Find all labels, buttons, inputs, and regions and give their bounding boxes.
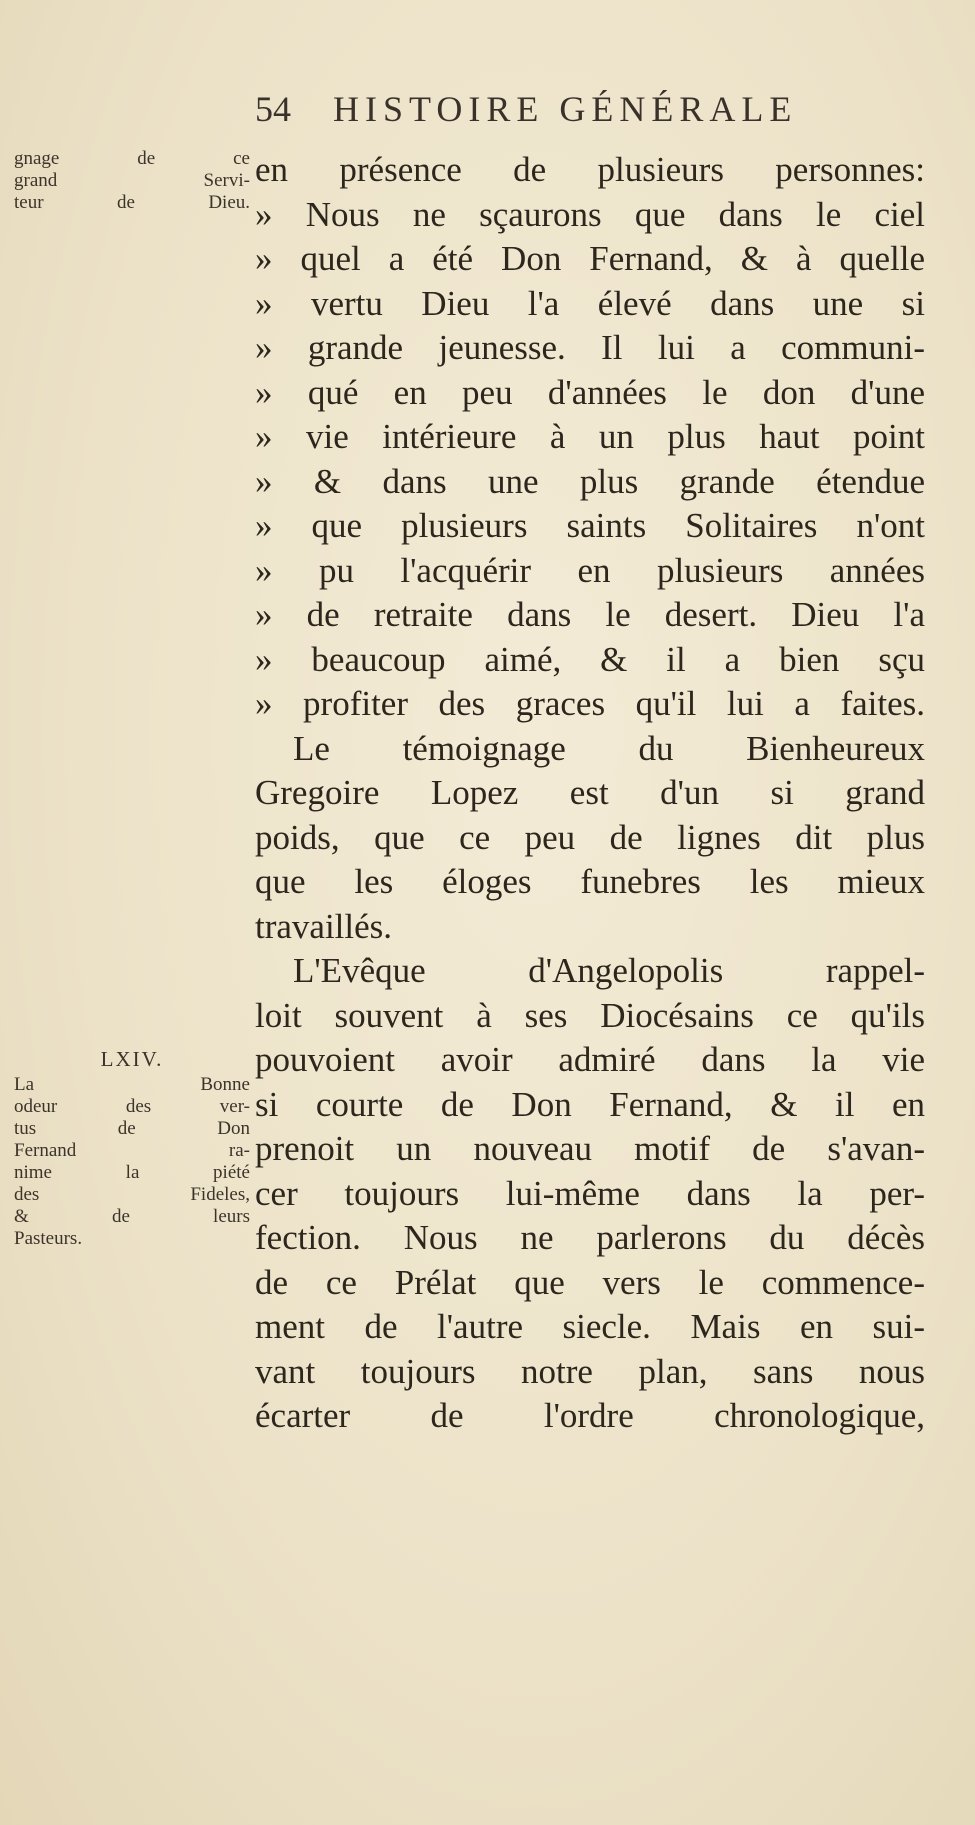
text-line: Gregoire Lopez est d'un si grand <box>255 773 925 812</box>
text-line: » de retraite dans le desert. Dieu l'a <box>255 595 925 634</box>
text-line: prenoit un nouveau motif de s'avan- <box>255 1129 925 1168</box>
margin-note-line: & de leurs <box>14 1206 250 1227</box>
margin-note-line: Pasteurs. <box>14 1228 83 1249</box>
text-line: » pu l'acquérir en plusieurs années <box>255 550 925 590</box>
text-line: cer toujours lui-même dans la per- <box>255 1173 925 1213</box>
text-line: loit souvent à ses Diocésains ce qu'ils <box>255 995 925 1035</box>
body-text <box>255 148 925 1439</box>
text-line: de ce Prélat que vers le commence- <box>255 1262 925 1302</box>
text-line: fection. Nous ne parlerons du décès <box>255 1218 925 1257</box>
margin-note-bottom <box>14 1048 250 1250</box>
margin-note-line: grand Servi- <box>14 170 250 191</box>
text-line: écarter de l'ordre chronologique, <box>255 1396 925 1435</box>
margin-note-line: teur de Dieu. <box>14 192 250 213</box>
running-header <box>255 88 895 138</box>
text-line: ment de l'autre siecle. Mais en sui- <box>255 1307 925 1346</box>
margin-note-line: tus de Don <box>14 1118 250 1139</box>
text-line: » & dans une plus grande étendue <box>255 461 925 501</box>
text-line: poids, que ce peu de lignes dit plus <box>255 817 925 857</box>
text-line: L'Evêque d'Angelopolis rappel- <box>293 951 925 990</box>
text-line: » vertu Dieu l'a élevé dans une si <box>255 283 925 323</box>
page-number: 54 <box>255 89 291 129</box>
margin-note-top <box>14 148 250 214</box>
margin-note-line: odeur des ver- <box>14 1096 250 1117</box>
margin-note-line: La Bonne <box>14 1074 250 1095</box>
text-line: » Nous ne sçaurons que dans le ciel <box>255 194 925 234</box>
text-line: vant toujours notre plan, sans nous <box>255 1351 925 1391</box>
text-line: travaillés. <box>255 906 393 946</box>
text-line: » vie intérieure à un plus haut point <box>255 417 925 456</box>
text-line: » profiter des graces qu'il lui a faites. <box>255 684 925 723</box>
section-number: LXIV. <box>100 1047 164 1071</box>
text-line: » quel a été Don Fernand, & à quelle <box>255 239 925 278</box>
margin-note-line: nime la piété <box>14 1162 250 1183</box>
text-line: Le témoignage du Bienheureux <box>293 728 925 768</box>
text-line: pouvoient avoir admiré dans la vie <box>255 1040 925 1079</box>
running-title: HISTOIRE GÉNÉRALE <box>333 89 798 129</box>
text-line: » que plusieurs saints Solitaires n'ont <box>255 506 925 545</box>
text-line: » beaucoup aimé, & il a bien sçu <box>255 639 925 679</box>
text-line: » grande jeunesse. Il lui a communi- <box>255 328 925 367</box>
margin-note-line: gnage de ce <box>14 148 250 169</box>
text-line: » qué en peu d'années le don d'une <box>255 372 925 412</box>
text-line: en présence de plusieurs personnes: <box>255 150 925 189</box>
margin-note-line: des Fideles, <box>14 1184 250 1205</box>
text-line: que les éloges funebres les mieux <box>255 862 925 901</box>
text-line: si courte de Don Fernand, & il en <box>255 1084 925 1124</box>
margin-note-line: Fernand ra- <box>14 1140 250 1161</box>
